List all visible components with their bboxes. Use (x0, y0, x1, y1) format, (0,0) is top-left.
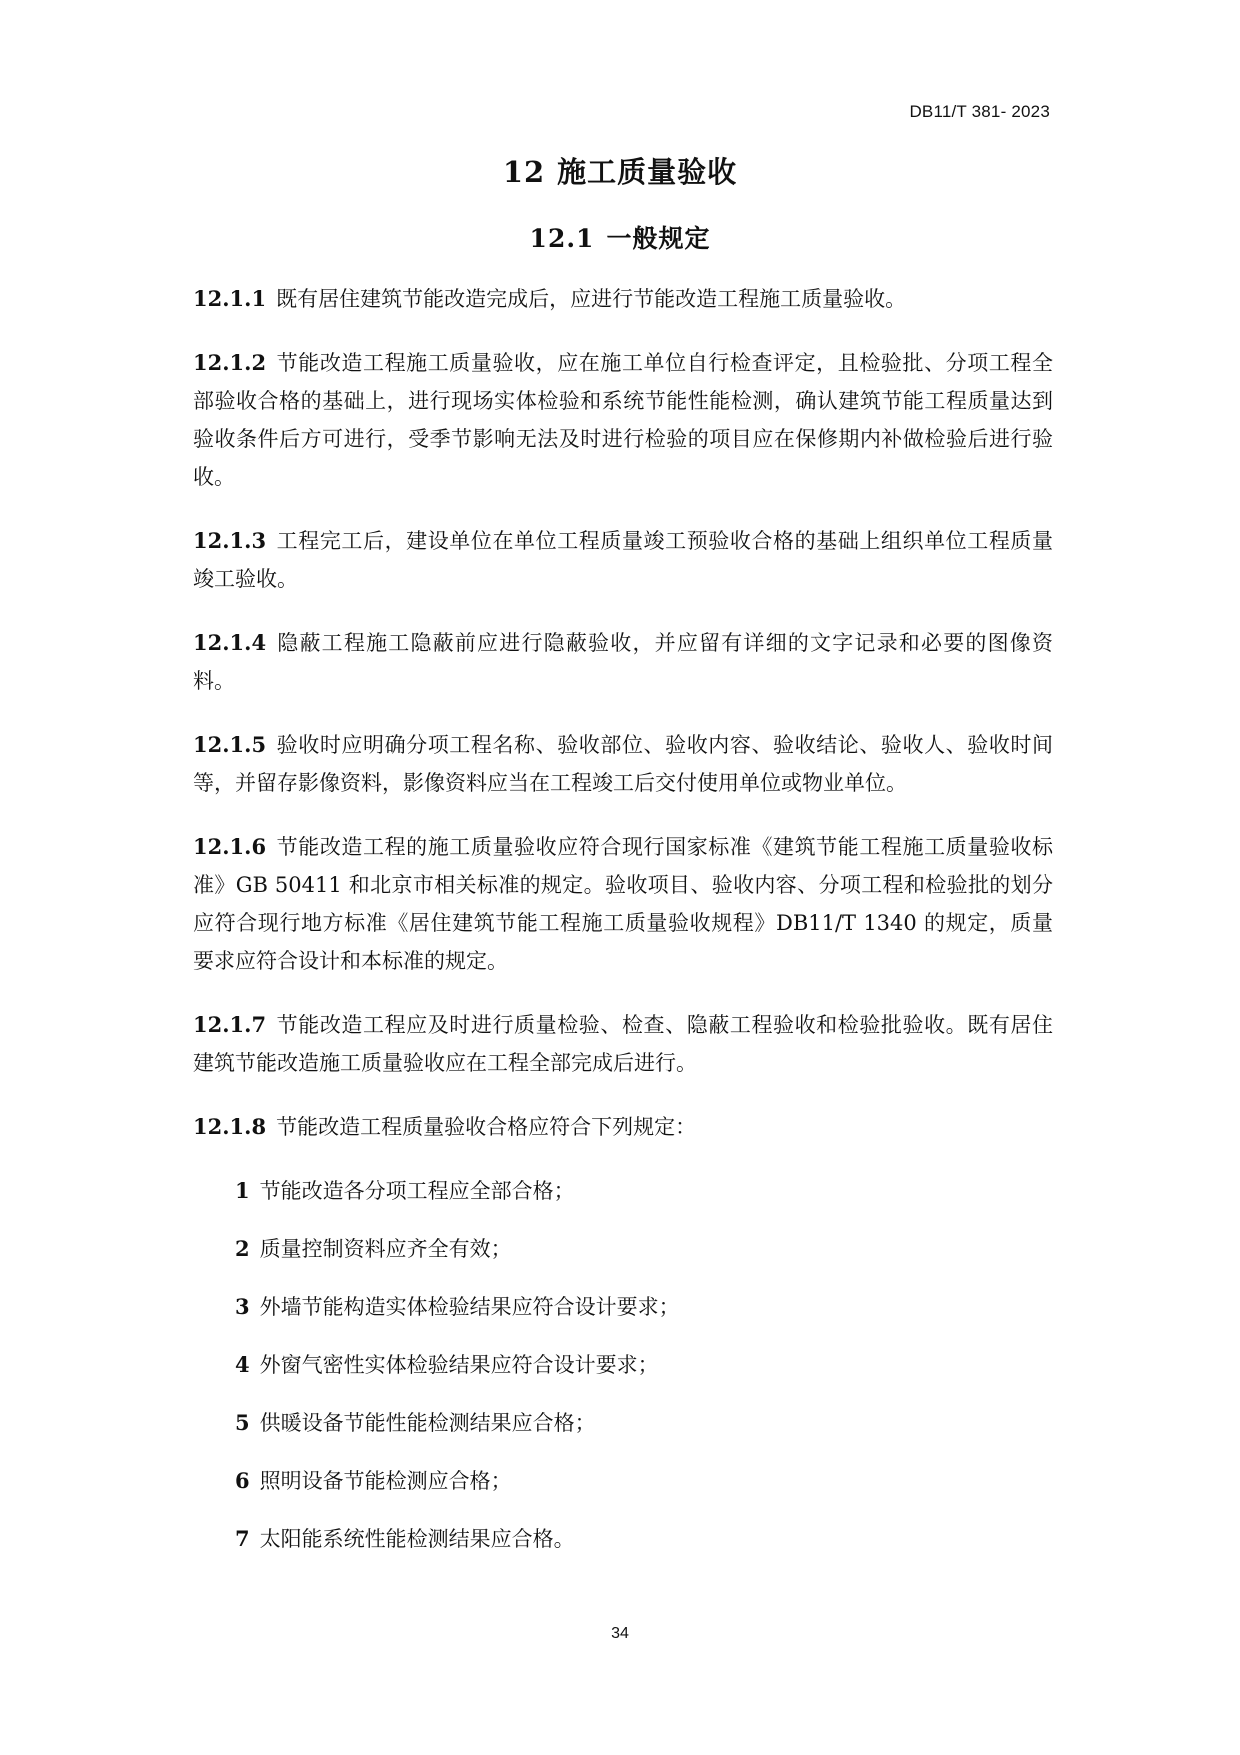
clause-number: 12.1.3 (193, 528, 267, 553)
list-item-text: 外墙节能构造实体检验结果应符合设计要求； (259, 1295, 680, 1319)
list-item-number: 6 (235, 1468, 250, 1493)
chapter-title (0, 150, 1240, 191)
clause-number: 12.1.4 (193, 630, 267, 655)
clause-number: 12.1.5 (193, 732, 267, 757)
clause-text: 既有居住建筑节能改造完成后，应进行节能改造工程施工质量验收。 (276, 287, 907, 311)
clause-12-1-5 (193, 726, 1053, 802)
page-number: 34 (611, 1625, 629, 1642)
chapter-title-text: 施工质量验收 (557, 155, 738, 189)
list-item-text: 节能改造各分项工程应全部合格； (259, 1179, 575, 1203)
clause-text: 节能改造工程的施工质量验收应符合现行国家标准《建筑节能工程施工质量验收标准》GB 50411 和北京市相关标准的规定。验收项目、验收内容、分项工程和检验批的划分应符合现行地方标准《居住建筑节能工程施工质量验收规程》DB11/T 1340 的规定，质量要求应符合设计和本标准的规定。 (193, 835, 1053, 973)
clause-number: 12.1.6 (193, 834, 267, 859)
clause-number: 12.1.7 (193, 1012, 267, 1037)
list-item (235, 1462, 1053, 1500)
chapter-number: 12 (502, 155, 546, 189)
list-item-number: 4 (235, 1352, 250, 1377)
list-item-number: 5 (235, 1410, 250, 1435)
list-item-number: 2 (235, 1236, 250, 1261)
clause-12-1-1 (193, 280, 1053, 318)
list-item-text: 质量控制资料应齐全有效； (259, 1237, 512, 1261)
clause-number: 12.1.8 (193, 1114, 267, 1139)
section-title (0, 219, 1240, 255)
clause-text: 隐蔽工程施工隐蔽前应进行隐蔽验收，并应留有详细的文字记录和必要的图像资料。 (193, 631, 1053, 693)
clause-number: 12.1.2 (193, 350, 267, 375)
list-item-number: 1 (235, 1178, 250, 1203)
list-item (235, 1404, 1053, 1442)
clause-12-1-8 (193, 1108, 1053, 1146)
document-code: DB11/T 381- 2023 (909, 102, 1050, 121)
list-item-text: 外窗气密性实体检验结果应符合设计要求； (259, 1353, 659, 1377)
document-body (193, 280, 1053, 1578)
list-item-text: 照明设备节能检测应合格； (259, 1469, 512, 1493)
list-item (235, 1230, 1053, 1268)
clause-text: 节能改造工程质量验收合格应符合下列规定： (276, 1115, 697, 1139)
clause-text: 工程完工后，建设单位在单位工程质量竣工预验收合格的基础上组织单位工程质量竣工验收。 (193, 529, 1053, 591)
list-item (235, 1346, 1053, 1384)
clause-12-1-7 (193, 1006, 1053, 1082)
clause-12-1-3 (193, 522, 1053, 598)
clause-number: 12.1.1 (193, 286, 267, 311)
list-item-number: 7 (235, 1526, 250, 1551)
clause-text: 节能改造工程应及时进行质量检验、检查、隐蔽工程验收和检验批验收。既有居住建筑节能改造施工质量验收应在工程全部完成后进行。 (193, 1013, 1053, 1075)
list-item (235, 1172, 1053, 1210)
clause-12-1-6 (193, 828, 1053, 980)
section-title-text: 一般规定 (606, 224, 711, 253)
list-item-text: 供暖设备节能性能检测结果应合格； (259, 1411, 596, 1435)
list-item-text: 太阳能系统性能检测结果应合格。 (259, 1527, 575, 1551)
list-item (235, 1520, 1053, 1558)
list-item (235, 1288, 1053, 1326)
section-number: 12.1 (529, 224, 595, 253)
clause-text: 节能改造工程施工质量验收，应在施工单位自行检查评定，且检验批、分项工程全部验收合格的基础上，进行现场实体检验和系统节能性能检测，确认建筑节能工程质量达到验收条件后方可进行，受季节影响无法及时进行检验的项目应在保修期内补做检验后进行验收。 (193, 351, 1053, 489)
clause-12-1-4 (193, 624, 1053, 700)
list-item-number: 3 (235, 1294, 250, 1319)
clause-text: 验收时应明确分项工程名称、验收部位、验收内容、验收结论、验收人、验收时间等，并留存影像资料，影像资料应当在工程竣工后交付使用单位或物业单位。 (193, 733, 1053, 795)
clause-12-1-2 (193, 344, 1053, 496)
